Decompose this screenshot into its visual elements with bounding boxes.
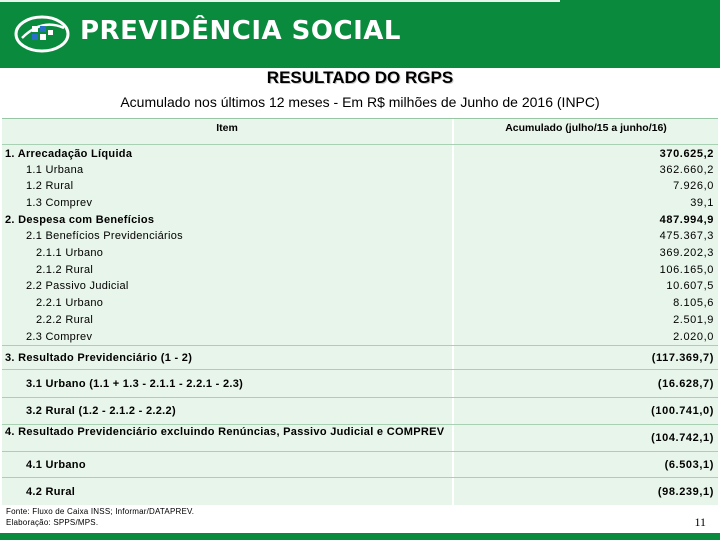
row-value: 7.926,0 (673, 180, 714, 192)
row-label: 3.2 Rural (1.2 - 2.1.2 - 2.2.2) (26, 405, 176, 417)
header-top-line (0, 0, 560, 2)
row-value: 106.165,0 (659, 264, 714, 276)
row-value: 370.625,2 (659, 148, 714, 160)
row-value: (104.742,1) (651, 432, 714, 444)
divider (2, 369, 718, 370)
row-label: 1.1 Urbana (26, 164, 84, 176)
row-value: 39,1 (690, 197, 714, 209)
row-value: 10.607,5 (666, 280, 714, 292)
divider (2, 477, 718, 478)
row-value: (16.628,7) (657, 378, 714, 390)
row-value: 362.660,2 (659, 164, 714, 176)
row-label: 4.1 Urbano (26, 459, 86, 471)
previdencia-logo-icon (12, 14, 72, 54)
results-table (2, 118, 718, 505)
divider (2, 424, 718, 425)
row-label: 3. Resultado Previdenciário (1 - 2) (5, 352, 193, 364)
row-label: 2.2.2 Rural (36, 314, 94, 326)
row-value: 8.105,6 (673, 297, 714, 309)
row-label: 1.3 Comprev (26, 197, 93, 209)
divider (2, 144, 718, 145)
value-column (454, 119, 718, 505)
divider (2, 397, 718, 398)
row-label: 2.1.1 Urbano (36, 247, 104, 259)
row-value: 487.994,9 (659, 214, 714, 226)
row-value: (100.741,0) (651, 405, 714, 417)
page-title: RESULTADO DO RGPS (266, 68, 454, 87)
footer-bar (0, 533, 720, 540)
divider (2, 451, 718, 452)
row-label: 3.1 Urbano (1.1 + 1.3 - 2.1.1 - 2.2.1 - 2.3) (26, 378, 244, 390)
elaboration-note: Elaboração: SPPS/MPS. (6, 518, 99, 527)
row-label: 1. Arrecadação Líquida (5, 148, 133, 160)
row-label: 4.2 Rural (26, 486, 76, 498)
row-label: 2.3 Comprev (26, 331, 93, 343)
source-note: Fonte: Fluxo de Caixa INSS; Informar/DATAPREV. (6, 507, 195, 516)
row-value: 369.202,3 (659, 247, 714, 259)
divider (2, 345, 718, 346)
row-label: 2.2.1 Urbano (36, 297, 104, 309)
header-bar (0, 0, 720, 68)
row-value: (98.239,1) (657, 486, 714, 498)
row-label: 1.2 Rural (26, 180, 74, 192)
item-column (2, 119, 452, 505)
header-item: Item (216, 122, 238, 134)
row-value: (6.503,1) (664, 459, 714, 471)
row-label: 2.1 Benefícios Previdenciários (26, 230, 183, 242)
page-subtitle: Acumulado nos últimos 12 meses - Em R$ milhões de Junho de 2016 (INPC) (120, 94, 600, 110)
row-value: 475.367,3 (659, 230, 714, 242)
footer-source (6, 506, 194, 528)
row-label: 2. Despesa com Benefícios (5, 214, 155, 226)
row-label: 2.2 Passivo Judicial (26, 280, 129, 292)
header-value: Acumulado (julho/15 a junho/16) (505, 122, 667, 134)
column-separator (452, 119, 454, 505)
row-value: 2.501,9 (673, 314, 714, 326)
page-number: 11 (694, 515, 706, 529)
row-label-long: 4. Resultado Previdenciário excluindo Renúncias, Passivo Judicial e COMPREV (5, 426, 445, 438)
row-label: 2.1.2 Rural (36, 264, 94, 276)
brand-name: PREVIDÊNCIA SOCIAL (80, 16, 401, 46)
row-value: 2.020,0 (673, 331, 714, 343)
row-value: (117.369,7) (651, 352, 714, 364)
